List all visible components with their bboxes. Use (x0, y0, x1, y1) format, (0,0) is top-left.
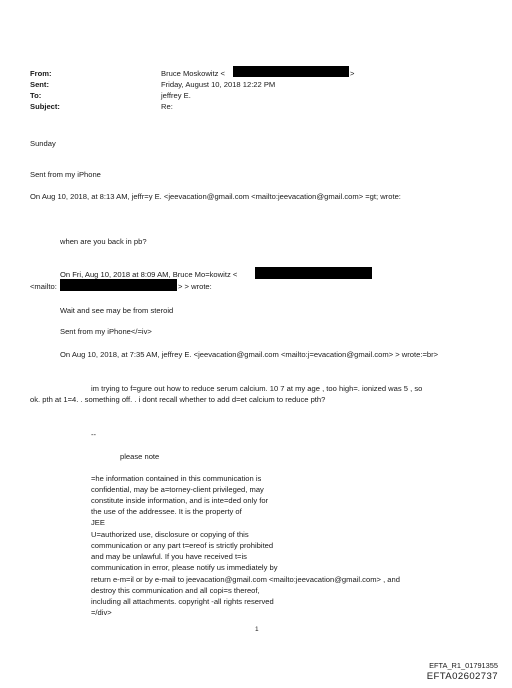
body-mailto-prefix: <mailto: (30, 282, 57, 291)
subject-value: Re: (161, 102, 173, 111)
redaction-bar (60, 279, 177, 291)
from-end: > (350, 69, 355, 78)
disclaimer-line: constitute inside information, and is inte=ded only for (91, 496, 269, 505)
body-mailto-suffix: > > wrote: (178, 282, 212, 291)
from-label: From: (30, 69, 52, 78)
from-value: Bruce Moskowitz < (161, 69, 225, 78)
body-on-line-2: On Fri, Aug 10, 2018 at 8:09 AM, Bruce Mo=kowitz < (60, 270, 238, 279)
body-on-line-3: On Aug 10, 2018, at 7:35 AM, jeffrey E. <jeevacation@gmail.com <mailto:j=evacation@gmail.com> > wrote:=br> (60, 350, 439, 359)
disclaimer-line: confidential, may be a=torney-client privileged, may (91, 485, 264, 494)
body-dashes: -- (91, 430, 97, 439)
body-calcium-2: ok. pth at 1=4. . something off. . i dont recall whether to add d=et calcium to reduce pth? (30, 395, 326, 404)
disclaimer-line: U=authorized use, disclosure or copying of this (91, 530, 249, 539)
disclaimer-line: JEE (91, 518, 105, 527)
disclaimer-line: and may be unlawful. If you have received t=is (91, 552, 247, 561)
body-calcium-1: im trying to f=gure out how to reduce serum calcium. 10 7 at my age , too high=. ionized was 5 , so (91, 384, 423, 393)
to-value: jeffrey E. (161, 91, 191, 100)
body-sunday: Sunday (30, 139, 56, 148)
to-label: To: (30, 91, 42, 100)
body-when-back: when are you back in pb? (60, 237, 147, 246)
sent-value: Friday, August 10, 2018 12:22 PM (161, 80, 276, 89)
body-on-line-1: On Aug 10, 2018, at 8:13 AM, jeffr=y E. <jeevacation@gmail.com <mailto:jeevacation@gmail.com> =gt; wrote: (30, 192, 401, 201)
disclaimer-line: =/div> (91, 608, 112, 617)
disclaimer-line: the use of the addressee. It is the property of (91, 507, 242, 516)
disclaimer-line: =he information contained in this communication is (91, 474, 262, 483)
body-wait: Wait and see may be from steroid (60, 306, 174, 315)
redaction-bar (255, 267, 372, 279)
body-sent-from: Sent from my iPhone (30, 170, 101, 179)
footer-id-small: EFTA_R1_01791355 (429, 661, 498, 670)
body-sent-from-2: Sent from my iPhone</=iv> (60, 327, 152, 336)
disclaimer-line: communication in error, please notify us immediately by (91, 563, 278, 572)
body-please-note: please note (120, 452, 160, 461)
disclaimer-line: destroy this communication and all copi=s thereof, (91, 586, 260, 595)
footer-id-large: EFTA02602737 (426, 671, 498, 682)
disclaimer-line: return e-m=il or by e-mail to jeevacation@gmail.com <mailto:jeevacation@gmail.com> , and (91, 575, 400, 584)
page-number: 1 (255, 626, 259, 633)
redaction-bar (233, 66, 349, 77)
disclaimer-line: including all attachments. copyright -all rights reserved (91, 597, 274, 606)
sent-label: Sent: (30, 80, 49, 89)
disclaimer-line: communication or any part t=ereof is strictly prohibited (91, 541, 274, 550)
subject-label: Subject: (30, 102, 60, 111)
